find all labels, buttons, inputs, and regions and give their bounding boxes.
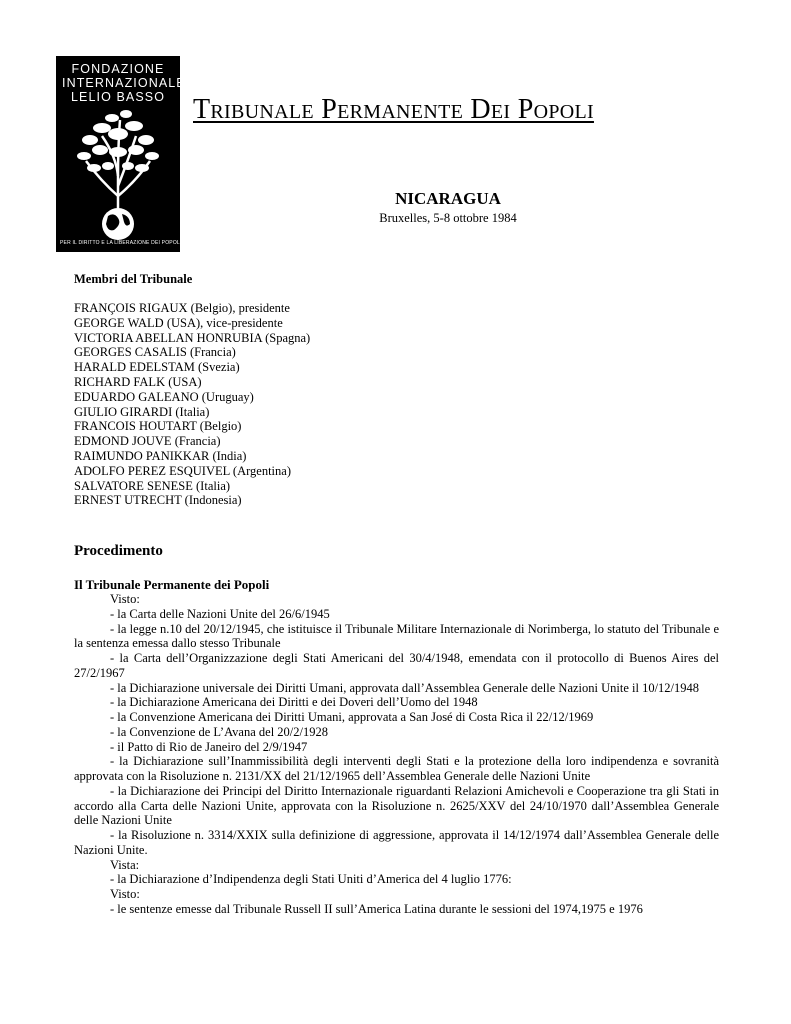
logo-wordmark <box>62 62 186 104</box>
paragraph: - la Dichiarazione dei Principi del Diritto Internazionale riguardanti Relazioni Amichevoli e Cooperazione tra gli Stati in accordo alla Carta delle Nazioni Unite, approvata con la Risoluzione n. 2625/XXV del 24/10/1970 dall’Assemblea Generale delle Nazioni Unite <box>74 783 719 828</box>
logo-line: LELIO BASSO <box>70 90 166 104</box>
member-item: FRANCOIS HOUTART (Belgio) <box>74 419 242 434</box>
member-item: ERNEST UTRECHT (Indonesia) <box>74 493 242 508</box>
member-item: EDUARDO GALEANO (Uruguay) <box>74 389 254 404</box>
member-item: RAIMUNDO PANIKKAR (India) <box>74 448 247 463</box>
paragraph: Vista: <box>110 857 140 872</box>
member-item: VICTORIA ABELLAN HONRUBIA (Spagna) <box>74 330 311 345</box>
paragraph: - la Dichiarazione d’Indipendenza degli Stati Uniti d’America del 4 luglio 1776: <box>110 872 512 887</box>
tree-over-globe-icon <box>56 106 180 246</box>
paragraph: - la Dichiarazione Americana dei Diritti e dei Doveri dell’Uomo del 1948 <box>110 695 478 710</box>
paragraph: - la Risoluzione n. 3314/XXIX sulla definizione di aggressione, approvata il 14/12/1974 dall’Assemblea Generale delle Nazioni Unite. <box>74 828 719 857</box>
members-heading: Membri del Tribunale <box>74 272 193 286</box>
procedure-body <box>74 592 719 917</box>
member-item: GIULIO GIRARDI (Italia) <box>74 404 210 419</box>
tribunal-subheading: Il Tribunale Permanente dei Popoli <box>74 577 270 592</box>
logo-line: FONDAZIONE <box>71 62 165 76</box>
paragraph: - le sentenze emesse dal Tribunale Russell II sull’America Latina durante le sessioni del 1974,1975 e 1976 <box>110 901 643 916</box>
paragraph: - la Dichiarazione sull’Inammissibilità degli interventi degli Stati e la protezione della loro indipendenza e sovranità approvata con la Risoluzione n. 2131/XX del 21/12/1965 dell’Assemblea Generale delle Nazioni Unite <box>74 754 719 783</box>
member-item: HARALD EDELSTAM (Svezia) <box>74 360 240 375</box>
paragraph: - la Convenzione de L’Avana del 20/2/1928 <box>110 724 328 739</box>
member-item: EDMOND JOUVE (Francia) <box>74 434 221 449</box>
paragraph: - il Patto di Rio de Janeiro del 2/9/1947 <box>110 739 308 754</box>
paragraph: Visto: <box>110 887 140 901</box>
member-item: RICHARD FALK (USA) <box>74 374 202 389</box>
members-list <box>74 301 310 508</box>
paragraph: Visto: <box>110 592 140 606</box>
page-title: Tribunale Permanente Dei Popoli <box>193 94 594 125</box>
member-item: GEORGE WALD (USA), vice-presidente <box>74 315 283 330</box>
logo-line: INTERNAZIONALE <box>62 76 186 90</box>
paragraph: - la legge n.10 del 20/12/1945, che istituisce il Tribunale Militare Internazionale di Norimberga, lo statuto del Tribunale e la sentenza emessa dallo stesso Tribunale <box>74 621 719 651</box>
member-item: SALVATORE SENESE (Italia) <box>74 478 231 493</box>
paragraph: - la Carta dell’Organizzazione degli Stati Americani del 30/4/1948, emendata con il protocollo di Buenos Aires del 27/2/1967 <box>74 651 719 680</box>
member-item: ADOLFO PEREZ ESQUIVEL (Argentina) <box>74 463 291 478</box>
venue-date: Bruxelles, 5-8 ottobre 1984 <box>379 211 517 225</box>
member-item: GEORGES CASALIS (Francia) <box>74 345 236 360</box>
country-heading: NICARAGUA <box>395 189 501 208</box>
logo-motto: PER IL DIRITTO E LA LIBERAZIONE DEI POPOLI <box>60 240 182 246</box>
paragraph: - la Convenzione Americana dei Diritti Umani, approvata a San José di Costa Rica il 22/12/1969 <box>110 710 594 724</box>
member-item: FRANÇOIS RIGAUX (Belgio), presidente <box>74 301 290 315</box>
paragraph: - la Carta delle Nazioni Unite del 26/6/1945 <box>110 606 330 621</box>
paragraph: - la Dichiarazione universale dei Diritti Umani, approvata dall’Assemblea Generale delle Nazioni Unite il 10/12/1948 <box>110 680 700 695</box>
foundation-logo <box>56 56 186 252</box>
procedure-heading: Procedimento <box>74 543 163 559</box>
